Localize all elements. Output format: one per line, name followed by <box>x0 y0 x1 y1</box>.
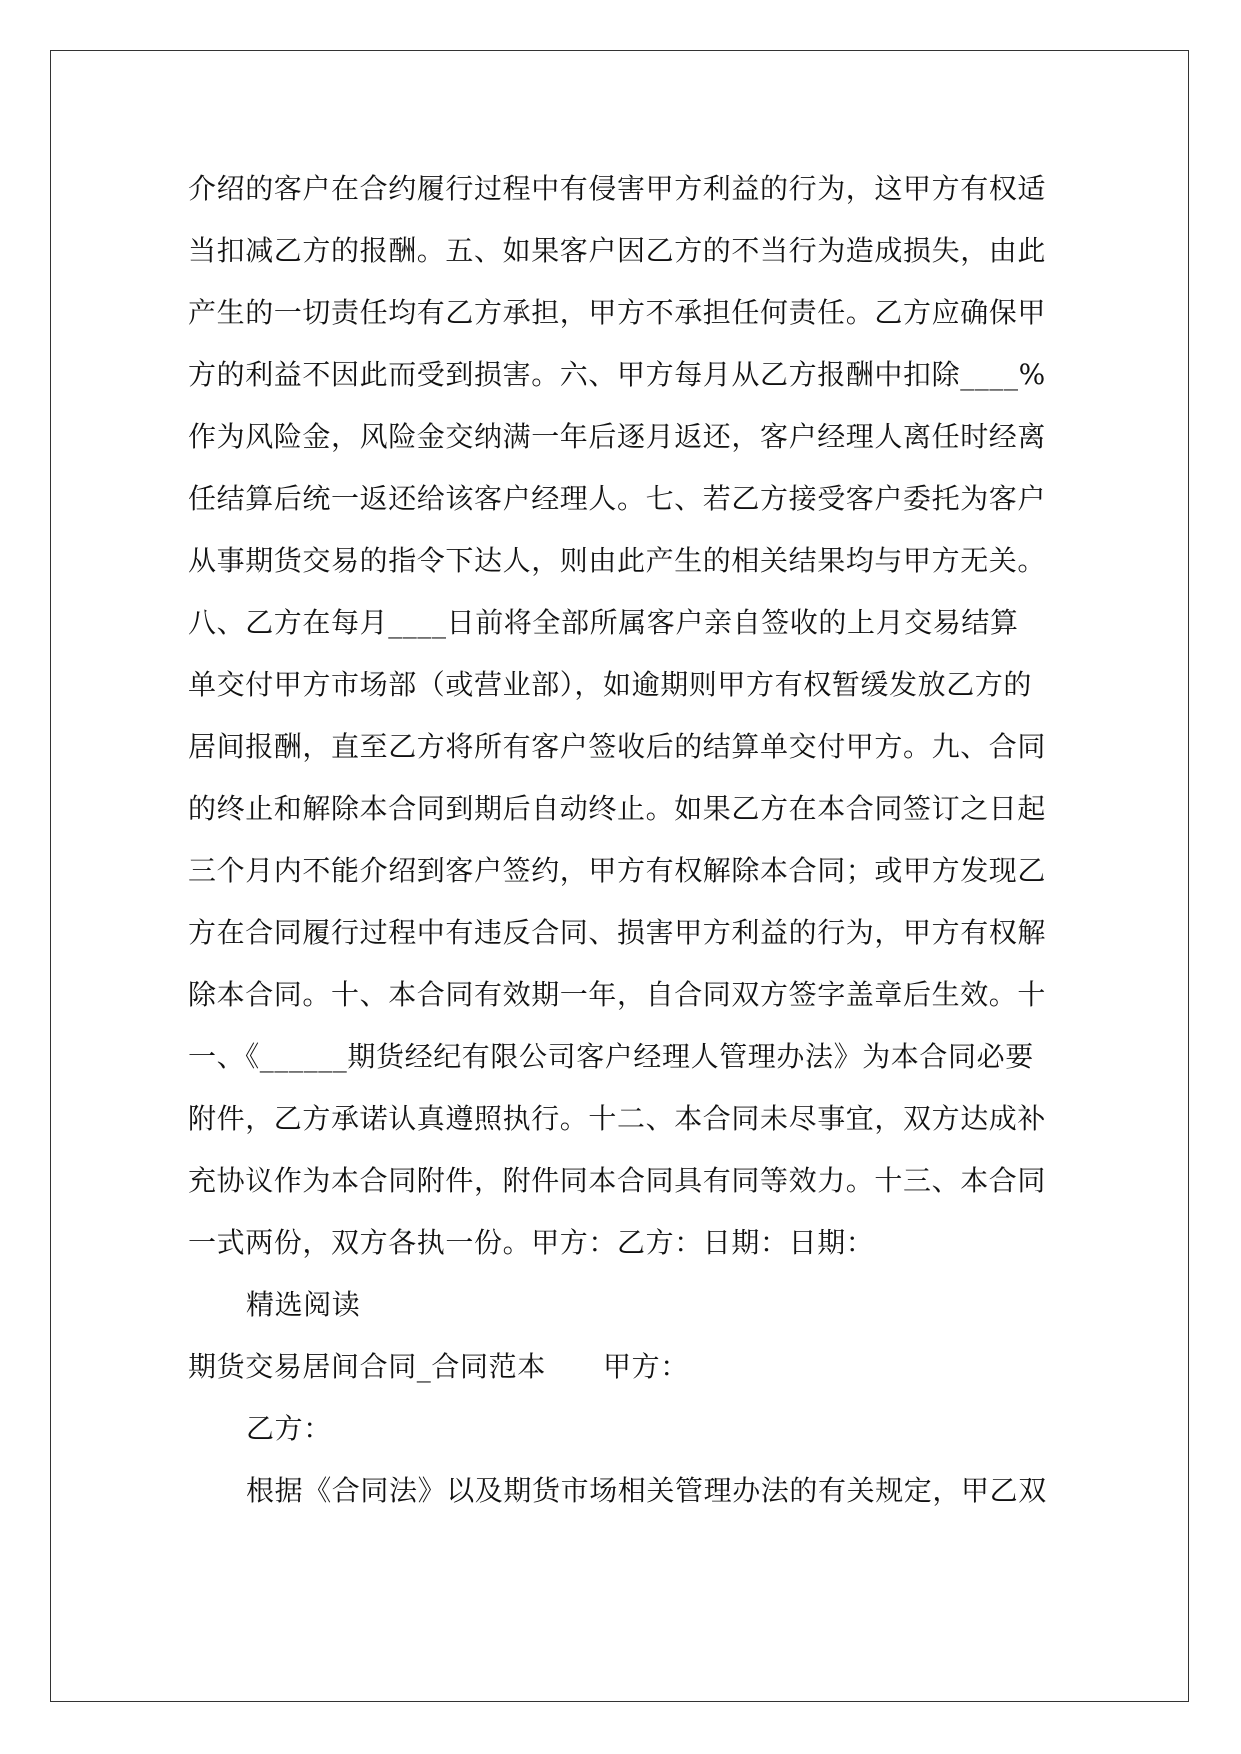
body-line: 八、乙方在每月____日前将全部所属客户亲自签收的上月交易结算 <box>188 606 1019 639</box>
body-line: 一式两份，双方各执一份。甲方：乙方：日期：日期： <box>188 1226 875 1259</box>
body-line: 三个月内不能介绍到客户签约，甲方有权解除本合同；或甲方发现乙 <box>188 854 1047 887</box>
body-line: 从事期货交易的指令下达人，则由此产生的相关结果均与甲方无关。 <box>188 544 1047 577</box>
body-line: 附件，乙方承诺认真遵照执行。十二、本合同未尽事宜，双方达成补 <box>188 1102 1047 1135</box>
body-line: 作为风险金，风险金交纳满一年后逐月返还，客户经理人离任时经离 <box>188 420 1047 453</box>
body-line: 方的利益不因此而受到损害。六、甲方每月从乙方报酬中扣除____% <box>188 358 1046 391</box>
contract-basis-paragraph: 根据《合同法》以及期货市场相关管理办法的有关规定，甲乙双 <box>246 1474 1047 1507</box>
body-line: 一、《______期货经纪有限公司客户经理人管理办法》为本合同必要 <box>188 1040 1034 1073</box>
body-line: 当扣减乙方的报酬。五、如果客户因乙方的不当行为造成损失，由此 <box>188 234 1047 267</box>
body-line: 方在合同履行过程中有违反合同、损害甲方利益的行为，甲方有权解 <box>188 916 1047 949</box>
body-line: 除本合同。十、本合同有效期一年，自合同双方签字盖章后生效。十 <box>188 978 1047 1011</box>
related-contract-title: 期货交易居间合同_合同范本 甲方： <box>188 1350 689 1383</box>
body-line: 产生的一切责任均有乙方承担，甲方不承担任何责任。乙方应确保甲 <box>188 296 1047 329</box>
party-b-label: 乙方： <box>246 1412 332 1445</box>
body-line: 居间报酬，直至乙方将所有客户签收后的结算单交付甲方。九、合同 <box>188 730 1047 763</box>
body-line: 单交付甲方市场部（或营业部），如逾期则甲方有权暂缓发放乙方的 <box>188 668 1033 701</box>
body-line: 任结算后统一返还给该客户经理人。七、若乙方接受客户委托为客户 <box>188 482 1047 515</box>
body-line: 充协议作为本合同附件，附件同本合同具有同等效力。十三、本合同 <box>188 1164 1047 1197</box>
body-line: 的终止和解除本合同到期后自动终止。如果乙方在本合同签订之日起 <box>188 792 1047 825</box>
document-body <box>188 158 1078 1522</box>
body-line: 介绍的客户在合约履行过程中有侵害甲方利益的行为，这甲方有权适 <box>188 172 1047 205</box>
featured-reading-heading: 精选阅读 <box>246 1288 361 1321</box>
